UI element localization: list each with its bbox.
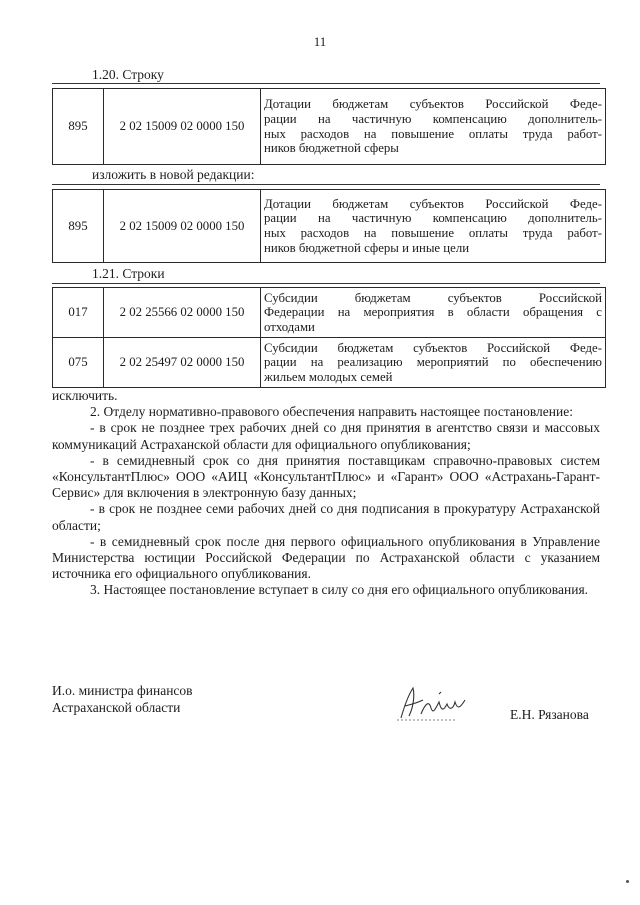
name-line: Дотации бюджетам субъектов Российской Феде- <box>264 97 602 112</box>
budget-code-cell: 2 02 25566 02 0000 150 <box>104 288 261 338</box>
replace-instruction: изложить в новой редакции: <box>92 167 255 182</box>
name-line: отходами <box>264 319 315 334</box>
removed-rows-table <box>52 287 606 388</box>
body-text <box>52 388 600 599</box>
income-name-cell <box>261 338 606 388</box>
admin-code-cell: 017 <box>53 288 104 338</box>
income-name-cell <box>261 190 606 263</box>
paragraph-2-item-b: - в семидневный срок со дня принятия поставщикам справочно-правовых систем «КонсультантПлюс» ООО «АИЦ «КонсультантПлюс» и «Гарант» ООО «Астрахань-Гарант-Сервис» для включения в электронную базу данных; <box>52 452 600 501</box>
table-row <box>53 338 606 388</box>
table-row <box>53 89 606 165</box>
name-line: рации на реализацию мероприятий по обеспечению <box>264 355 602 370</box>
signatory-position <box>52 682 193 716</box>
scan-mark <box>626 880 629 883</box>
old-row-table <box>52 88 606 165</box>
position-line: Астраханской области <box>52 700 181 715</box>
section-120-heading: 1.20. Строку <box>92 67 164 82</box>
paragraph-2-item-a: - в срок не позднее трех рабочих дней со дня принятия в агентство связи и массовых коммуникаций Астраханской области для официального опубликования; <box>52 420 600 452</box>
divider <box>52 83 600 84</box>
budget-code-cell: 2 02 15009 02 0000 150 <box>104 190 261 263</box>
name-line: ников бюджетной сферы и иные цели <box>264 240 470 255</box>
name-line: Субсидии бюджетам субъектов Российской Феде- <box>264 340 602 355</box>
paragraph-2: 2. Отделу нормативно-правового обеспечения направить настоящее постановление: <box>90 404 573 420</box>
name-line: ных расходов на повышение оплаты труда работ- <box>264 126 602 141</box>
name-line: жильем молодых семей <box>264 369 393 384</box>
handwritten-signature <box>395 680 475 726</box>
paragraph-3: 3. Настоящее постановление вступает в силу со дня его официального опубликования. <box>90 582 589 598</box>
exclude-instruction: исключить. <box>52 388 118 403</box>
paragraph-2-item-c: - в срок не позднее семи рабочих дней со дня подписания в прокуратуру Астраханской области; <box>52 501 600 533</box>
name-line: ных расходов на повышение оплаты труда работ- <box>264 226 602 240</box>
budget-code-cell: 2 02 25497 02 0000 150 <box>104 338 261 388</box>
paragraph-2-item-d: - в семидневный срок после дня первого официального опубликования в Управление Министерства юстиции Российской Федерации по Астраханской области с указанием источника его официального опубликования. <box>52 533 600 582</box>
admin-code-cell: 895 <box>53 190 104 263</box>
income-name-cell <box>261 89 606 165</box>
table-row <box>53 190 606 263</box>
name-line: Дотации бюджетам субъектов Российской Феде- <box>264 196 602 211</box>
name-line: ников бюджетной сферы <box>264 141 399 156</box>
income-name-cell <box>261 288 606 338</box>
name-line: рации на частичную компенсацию дополнитель- <box>264 111 602 126</box>
signatory-name: Е.Н. Рязанова <box>510 707 589 722</box>
divider <box>52 184 600 185</box>
admin-code-cell: 075 <box>53 338 104 388</box>
position-line: И.о. министра финансов <box>52 683 193 698</box>
divider <box>52 283 600 284</box>
table-row <box>53 288 606 338</box>
new-row-table <box>52 189 606 263</box>
name-line: Федерации на мероприятия в области обращения с <box>264 305 602 320</box>
section-121-heading: 1.21. Строки <box>92 266 165 281</box>
admin-code-cell: 895 <box>53 89 104 165</box>
name-line: Субсидии бюджетам субъектов Российской <box>264 290 602 305</box>
budget-code-cell: 2 02 15009 02 0000 150 <box>104 89 261 165</box>
page-number: 11 <box>313 34 327 49</box>
name-line: рации на частичную компенсацию дополнитель- <box>264 211 602 226</box>
